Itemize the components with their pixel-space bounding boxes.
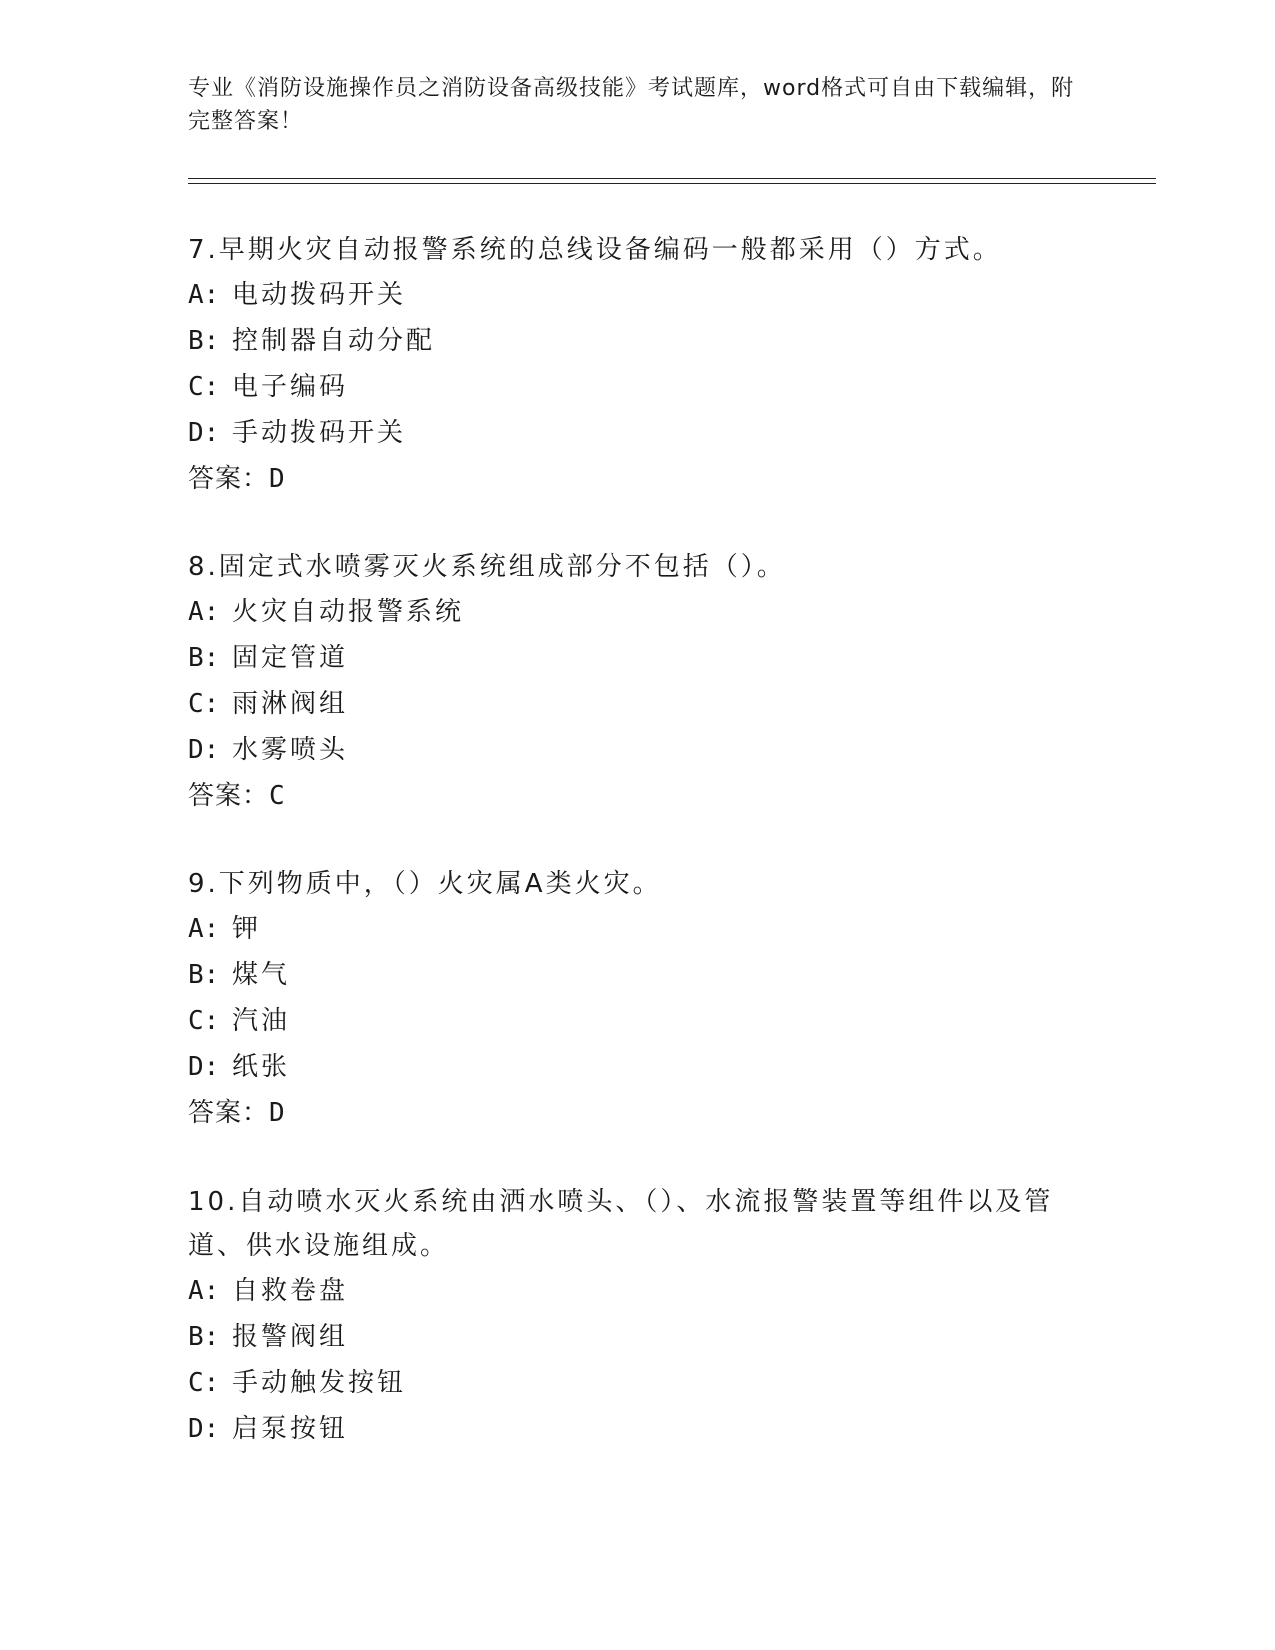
header-divider-top	[188, 178, 1156, 179]
option-key: D:	[188, 1052, 220, 1082]
question-stem: 8.固定式水喷雾灭火系统组成部分不包括（）。	[188, 552, 786, 582]
option-key: C:	[188, 1368, 220, 1398]
option-a	[188, 906, 1088, 952]
answer-label: 答案：	[188, 464, 270, 494]
option-a	[188, 272, 1088, 318]
option-b	[188, 318, 1088, 364]
option-key: B:	[188, 960, 220, 990]
option-text: 电动拨码开关	[232, 280, 407, 310]
question-stem: 7.早期火灾自动报警系统的总线设备编码一般都采用（）方式。	[188, 235, 1002, 265]
question-9	[188, 862, 1088, 1136]
option-a	[188, 589, 1088, 635]
answer-line	[188, 456, 1088, 502]
answer-line	[188, 1090, 1088, 1136]
option-b	[188, 952, 1088, 998]
question-stem: 9.下列物质中，（）火灾属A类火灾。	[188, 869, 662, 899]
answer-value: C	[269, 781, 286, 811]
option-key: C:	[188, 1006, 220, 1036]
option-c	[188, 364, 1088, 410]
option-key: C:	[188, 372, 220, 402]
option-key: A:	[188, 914, 220, 944]
option-b	[188, 635, 1088, 681]
option-key: D:	[188, 418, 220, 448]
option-text: 控制器自动分配	[232, 326, 436, 356]
option-text: 手动拨码开关	[232, 418, 407, 448]
answer-value: D	[269, 1098, 286, 1128]
option-key: D:	[188, 1414, 220, 1444]
answer-line	[188, 773, 1088, 819]
option-key: C:	[188, 689, 220, 719]
option-key: A:	[188, 597, 220, 627]
option-d	[188, 410, 1088, 456]
option-text: 汽油	[232, 1006, 291, 1036]
option-text: 水雾喷头	[232, 735, 349, 765]
option-text: 手动触发按钮	[232, 1368, 407, 1398]
option-text: 煤气	[232, 960, 291, 990]
option-text: 启泵按钮	[232, 1414, 349, 1444]
option-key: D:	[188, 735, 220, 765]
option-key: B:	[188, 643, 220, 673]
option-text: 电子编码	[232, 372, 349, 402]
option-key: B:	[188, 326, 220, 356]
option-d	[188, 727, 1088, 773]
option-text: 自救卷盘	[232, 1276, 349, 1306]
answer-label: 答案：	[188, 781, 270, 811]
option-d	[188, 1044, 1088, 1090]
answer-value: D	[269, 464, 286, 494]
option-d	[188, 1406, 1088, 1452]
option-c	[188, 998, 1088, 1044]
option-text: 钾	[232, 914, 262, 944]
option-text: 纸张	[232, 1052, 291, 1082]
question-7	[188, 228, 1088, 502]
answer-label: 答案：	[188, 1098, 270, 1128]
question-8	[188, 545, 1088, 819]
option-text: 雨淋阀组	[232, 689, 349, 719]
option-text: 火灾自动报警系统	[232, 597, 465, 627]
option-text: 固定管道	[232, 643, 349, 673]
option-c	[188, 681, 1088, 727]
option-b	[188, 1314, 1088, 1360]
option-c	[188, 1360, 1088, 1406]
option-key: B:	[188, 1322, 220, 1352]
option-key: A:	[188, 1276, 220, 1306]
option-text: 报警阀组	[232, 1322, 349, 1352]
document-header: 专业《消防设施操作员之消防设备高级技能》考试题库，word格式可自由下载编辑，附完整答案！	[188, 76, 1075, 134]
header-divider-bottom	[188, 183, 1156, 184]
question-stem: 10.自动喷水灭火系统由洒水喷头、（）、水流报警装置等组件以及管道、供水设施组成。	[188, 1187, 1054, 1261]
option-key: A:	[188, 280, 220, 310]
option-a	[188, 1268, 1088, 1314]
question-10	[188, 1180, 1088, 1452]
